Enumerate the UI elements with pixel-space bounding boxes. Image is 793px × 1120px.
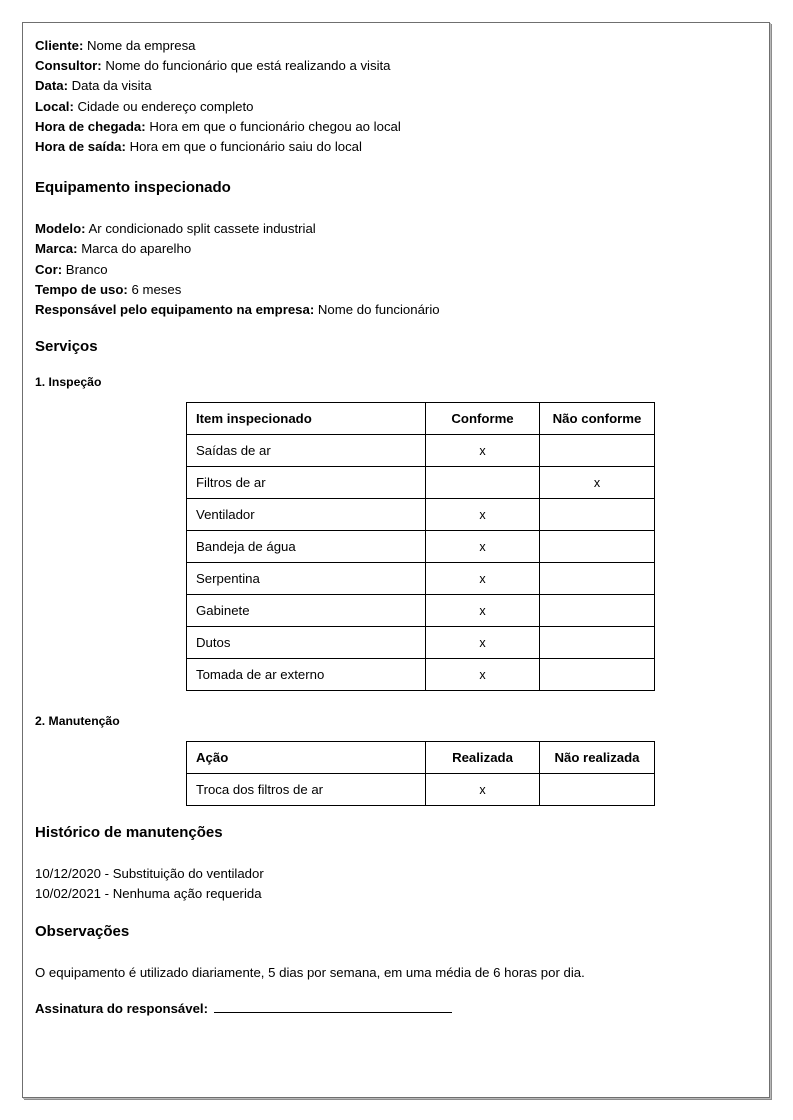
inspection-item-label: Filtros de ar — [187, 467, 426, 499]
maintenance-subsection-title: 2. Manutenção — [35, 714, 120, 729]
visit-field-consultor-label: Consultor: — [35, 58, 102, 74]
observations-text: O equipamento é utilizado diariamente, 5 dias por semana, em uma média de 6 horas por dia. — [35, 964, 585, 980]
visit-field-hora-chegada-label: Hora de chegada: — [35, 118, 146, 134]
inspection-nao-conforme-mark[interactable] — [540, 659, 655, 691]
inspection-subsection-title: 1. Inspeção — [35, 375, 102, 390]
inspection-item-label: Tomada de ar externo — [187, 659, 426, 691]
maintenance-realizada-mark[interactable]: x — [426, 774, 540, 806]
inspection-nao-conforme-mark[interactable] — [540, 435, 655, 467]
visit-field-local-label: Local: — [35, 98, 74, 114]
document-body — [35, 36, 757, 1019]
inspection-item-label: Ventilador — [187, 499, 426, 531]
history-section-title: Histórico de manutenções — [35, 824, 223, 842]
equipment-field-modelo — [35, 219, 757, 239]
equipment-field-responsavel — [35, 300, 757, 320]
inspection-table-header-row — [187, 403, 655, 435]
inspection-conforme-mark[interactable]: x — [426, 627, 540, 659]
inspection-item-label: Saídas de ar — [187, 435, 426, 467]
table-row — [187, 435, 655, 467]
table-row — [187, 531, 655, 563]
history-entries — [35, 864, 757, 904]
maintenance-col-nao-realizada: Não realizada — [540, 742, 655, 774]
table-row — [187, 627, 655, 659]
maintenance-table — [186, 741, 655, 806]
visit-field-hora-chegada — [35, 117, 757, 137]
visit-field-data-value: Data da visita — [71, 78, 152, 94]
inspection-nao-conforme-mark[interactable] — [540, 563, 655, 595]
equipment-field-marca-label: Marca: — [35, 241, 78, 257]
inspection-col-conforme: Conforme — [426, 403, 540, 435]
inspection-nao-conforme-mark[interactable] — [540, 531, 655, 563]
visit-field-cliente — [35, 36, 757, 56]
equipment-field-tempo-de-uso — [35, 280, 757, 300]
equipment-field-marca — [35, 239, 757, 259]
inspection-nao-conforme-mark[interactable]: x — [540, 467, 655, 499]
table-row — [187, 659, 655, 691]
inspection-col-nao-conforme: Não conforme — [540, 403, 655, 435]
inspection-nao-conforme-mark[interactable] — [540, 595, 655, 627]
visit-field-consultor — [35, 56, 757, 76]
inspection-item-label: Serpentina — [187, 563, 426, 595]
inspection-conforme-mark[interactable]: x — [426, 659, 540, 691]
visit-header-block — [35, 36, 757, 157]
table-row — [187, 774, 655, 806]
inspection-item-label: Gabinete — [187, 595, 426, 627]
equipment-section-title: Equipamento inspecionado — [35, 179, 231, 197]
inspection-conforme-mark[interactable] — [426, 467, 540, 499]
maintenance-col-acao: Ação — [187, 742, 426, 774]
maintenance-action-label: Troca dos filtros de ar — [187, 774, 426, 806]
signature-row — [35, 999, 757, 1019]
visit-field-data — [35, 76, 757, 96]
maintenance-table-header-row — [187, 742, 655, 774]
table-row — [187, 563, 655, 595]
visit-field-local — [35, 97, 757, 117]
visit-field-hora-saida-label: Hora de saída: — [35, 139, 126, 155]
inspection-conforme-mark[interactable]: x — [426, 563, 540, 595]
equipment-fields-block — [35, 219, 757, 320]
inspection-nao-conforme-mark[interactable] — [540, 499, 655, 531]
inspection-conforme-mark[interactable]: x — [426, 595, 540, 627]
visit-field-cliente-label: Cliente: — [35, 38, 84, 53]
services-section-title: Serviços — [35, 338, 98, 356]
equipment-field-cor — [35, 260, 757, 280]
table-row — [187, 467, 655, 499]
visit-field-data-label: Data: — [35, 78, 68, 94]
equipment-field-tempo-de-uso-label: Tempo de uso: — [35, 281, 128, 297]
inspection-conforme-mark[interactable]: x — [426, 435, 540, 467]
equipment-field-cor-value: Branco — [65, 261, 108, 277]
maintenance-nao-realizada-mark[interactable] — [540, 774, 655, 806]
visit-field-hora-saida — [35, 137, 757, 157]
visit-field-local-value: Cidade ou endereço completo — [77, 98, 254, 114]
inspection-conforme-mark[interactable]: x — [426, 531, 540, 563]
history-entry: 10/02/2021 - Nenhuma ação requerida — [35, 886, 262, 902]
equipment-field-responsavel-label: Responsável pelo equipamento na empresa: — [35, 302, 315, 318]
inspection-table — [186, 402, 655, 691]
maintenance-col-realizada: Realizada — [426, 742, 540, 774]
inspection-nao-conforme-mark[interactable] — [540, 627, 655, 659]
equipment-field-responsavel-value: Nome do funcionário — [317, 302, 440, 318]
observations-section-title: Observações — [35, 922, 130, 940]
signature-line[interactable] — [214, 1001, 452, 1013]
history-entry: 10/12/2020 - Substituição do ventilador — [35, 866, 264, 882]
equipment-field-tempo-de-uso-value: 6 meses — [131, 281, 182, 297]
equipment-field-cor-label: Cor: — [35, 261, 63, 277]
visit-field-cliente-value: Nome da empresa — [87, 38, 196, 53]
document-page — [22, 22, 770, 1098]
equipment-field-modelo-value: Ar condicionado split cassete industrial — [88, 221, 316, 237]
visit-field-consultor-value: Nome do funcionário que está realizando a visita — [105, 58, 391, 74]
equipment-field-marca-value: Marca do aparelho — [81, 241, 192, 257]
visit-field-hora-chegada-value: Hora em que o funcionário chegou ao local — [149, 118, 401, 134]
signature-label: Assinatura do responsável: — [35, 1000, 208, 1016]
table-row — [187, 499, 655, 531]
inspection-item-label: Dutos — [187, 627, 426, 659]
inspection-conforme-mark[interactable]: x — [426, 499, 540, 531]
equipment-field-modelo-label: Modelo: — [35, 221, 86, 237]
visit-field-hora-saida-value: Hora em que o funcionário saiu do local — [129, 139, 362, 155]
table-row — [187, 595, 655, 627]
inspection-col-item: Item inspecionado — [187, 403, 426, 435]
inspection-item-label: Bandeja de água — [187, 531, 426, 563]
